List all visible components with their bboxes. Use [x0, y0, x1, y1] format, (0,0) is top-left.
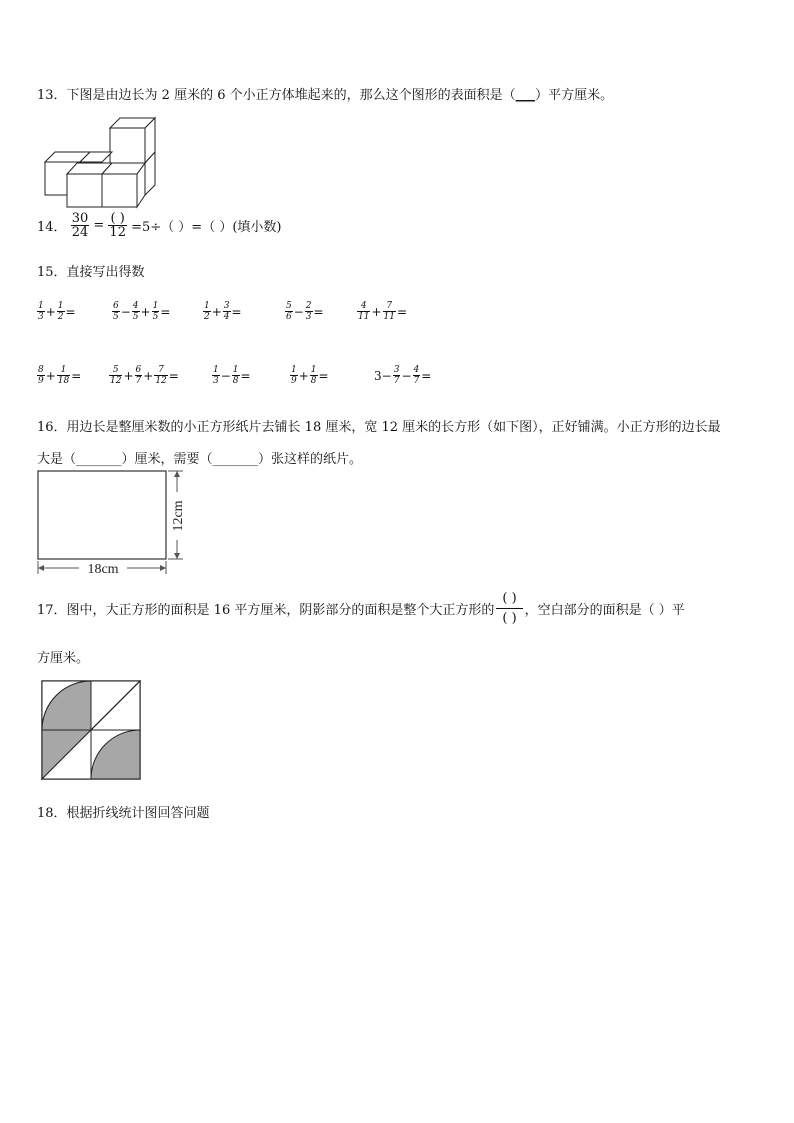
numerator: 7	[383, 302, 396, 312]
question-14	[37, 212, 281, 239]
q14-f1-numerator: 30	[71, 211, 89, 226]
q14-f1-denominator: 24	[71, 225, 89, 240]
height-label: 12cm	[171, 500, 186, 532]
rectangle-figure	[34, 468, 189, 578]
q17-frac-denominator[interactable]: ( )	[502, 611, 517, 626]
denominator: 3	[213, 376, 219, 386]
numerator: 4	[132, 301, 139, 311]
q15-expression	[285, 302, 325, 322]
operator: =	[65, 305, 76, 319]
numerator: 5	[109, 366, 122, 376]
operator: =	[313, 305, 324, 319]
operator: +	[123, 369, 134, 383]
denominator: 3	[38, 312, 44, 322]
q16-line-1: 16．用边长是整厘米数的小正方形纸片去铺长 18 厘米，宽 12 厘米的长方形（如下图），正好铺满。小正方形的边长最	[37, 420, 721, 435]
operator: +	[143, 369, 154, 383]
square-pattern-figure	[40, 679, 144, 783]
q15-expression	[112, 302, 171, 322]
fraction	[290, 366, 298, 386]
denominator: 4	[223, 312, 230, 322]
numerator: 3	[223, 301, 230, 311]
denominator: 2	[57, 312, 64, 322]
numerator: 6	[113, 301, 119, 311]
fraction	[112, 302, 120, 322]
denominator: 5	[132, 312, 139, 322]
fraction	[109, 366, 122, 386]
operator: 3−	[374, 369, 392, 383]
rectangle-shape	[38, 471, 166, 559]
denominator: 7	[413, 376, 420, 386]
fraction	[310, 366, 318, 386]
operator: =	[421, 369, 432, 383]
fraction	[37, 366, 45, 386]
fraction	[57, 366, 70, 386]
numerator: 1	[291, 365, 297, 375]
operator: =	[240, 369, 251, 383]
denominator: 9	[291, 376, 297, 386]
numerator: 4	[413, 365, 420, 375]
denominator: 5	[152, 312, 159, 322]
q15-expression	[290, 366, 330, 386]
numerator: 3	[393, 365, 400, 375]
numerator: 1	[204, 301, 210, 311]
cube-stack-figure	[40, 115, 160, 210]
numerator: 1	[232, 365, 239, 375]
numerator: 1	[38, 301, 44, 311]
numerator: 7	[154, 366, 167, 376]
q13-blank[interactable]: ___	[515, 88, 536, 103]
operator: =	[396, 305, 408, 319]
q17-text-b: ，空白部分的面积是（ ）平	[524, 603, 685, 618]
numerator: 1	[213, 365, 219, 375]
q16-line-2: 大是（_______）厘米，需要（_______）张这样的纸片。	[37, 452, 363, 467]
q15-expression	[37, 302, 77, 322]
fraction	[357, 302, 370, 322]
q17-text-a: 17．图中，大正方形的面积是 16 平方厘米，阴影部分的面积是整个大正方形的	[37, 603, 495, 618]
q14-fraction-1	[71, 212, 90, 239]
fraction	[135, 366, 143, 386]
q15-expression	[357, 302, 408, 322]
numerator: 4	[357, 302, 370, 312]
fraction	[154, 366, 167, 386]
q15-expression	[212, 366, 252, 386]
denominator: 7	[135, 376, 142, 386]
q14-prefix: 14．	[37, 220, 67, 235]
numerator: 2	[305, 301, 312, 311]
operator: −	[293, 305, 304, 319]
operator: +	[298, 369, 309, 383]
denominator: 8	[310, 376, 317, 386]
q15-expression	[37, 366, 82, 386]
numerator: 1	[310, 365, 317, 375]
numerator: 1	[152, 301, 159, 311]
numerator: 1	[57, 366, 70, 376]
q15-expression	[109, 366, 180, 386]
q15-expression	[373, 366, 432, 386]
denominator: 5	[113, 312, 119, 322]
fraction	[132, 302, 140, 322]
numerator: 5	[286, 301, 292, 311]
question-17	[37, 592, 685, 625]
denominator: 6	[286, 312, 292, 322]
fraction	[57, 302, 65, 322]
denominator: 11	[358, 312, 370, 322]
numerator: 1	[57, 301, 64, 311]
operator: −	[220, 369, 231, 383]
operator: =	[168, 369, 179, 383]
q15-title: 15．直接写出得数	[37, 265, 145, 280]
fraction	[305, 302, 313, 322]
q13-text-b: ）平方厘米。	[535, 88, 614, 103]
operator: =	[71, 369, 82, 383]
fraction	[393, 366, 401, 386]
denominator: 12	[155, 376, 167, 386]
denominator: 2	[204, 312, 210, 322]
denominator: 8	[232, 376, 239, 386]
numerator: 6	[135, 365, 142, 375]
denominator: 18	[57, 376, 70, 386]
fraction	[203, 302, 211, 322]
denominator: 3	[305, 312, 312, 322]
denominator: 7	[393, 376, 400, 386]
operator: =	[160, 305, 171, 319]
q17-frac-numerator[interactable]: ( )	[496, 592, 522, 609]
operator: +	[140, 305, 151, 319]
operator: +	[371, 305, 382, 319]
operator: −	[120, 305, 131, 319]
operator: +	[45, 369, 56, 383]
denominator: 11	[383, 312, 395, 322]
numerator: 8	[38, 365, 44, 375]
fraction	[232, 366, 240, 386]
denominator: 9	[38, 376, 44, 386]
q13-text-a: 13．下图是由边长为 2 厘米的 6 个小正方体堆起来的，那么这个图形的表面积是（	[37, 88, 516, 103]
fraction	[152, 302, 160, 322]
q14-equals: =	[93, 218, 105, 233]
question-13	[37, 84, 613, 103]
operator: =	[231, 305, 242, 319]
denominator: 12	[110, 376, 122, 386]
q14-fraction-2	[108, 212, 127, 239]
width-label: 18cm	[87, 562, 119, 577]
operator: +	[45, 305, 56, 319]
operator: +	[211, 305, 222, 319]
q18-text: 18．根据折线统计图回答问题	[37, 806, 210, 821]
q14-f2-denominator: 12	[109, 225, 126, 240]
q14-rest: =5÷（ ）=（ ）(填小数)	[131, 220, 282, 235]
q17-fraction	[496, 592, 522, 625]
fraction	[285, 302, 293, 322]
fraction	[223, 302, 231, 322]
q15-expression	[203, 302, 243, 322]
operator: =	[318, 369, 329, 383]
q17-line-2: 方厘米。	[37, 651, 90, 666]
fraction	[413, 366, 421, 386]
operator: −	[401, 369, 412, 383]
fraction	[37, 302, 45, 322]
fraction	[383, 302, 396, 322]
fraction	[212, 366, 220, 386]
q14-f2-numerator[interactable]: ( )	[108, 212, 127, 226]
